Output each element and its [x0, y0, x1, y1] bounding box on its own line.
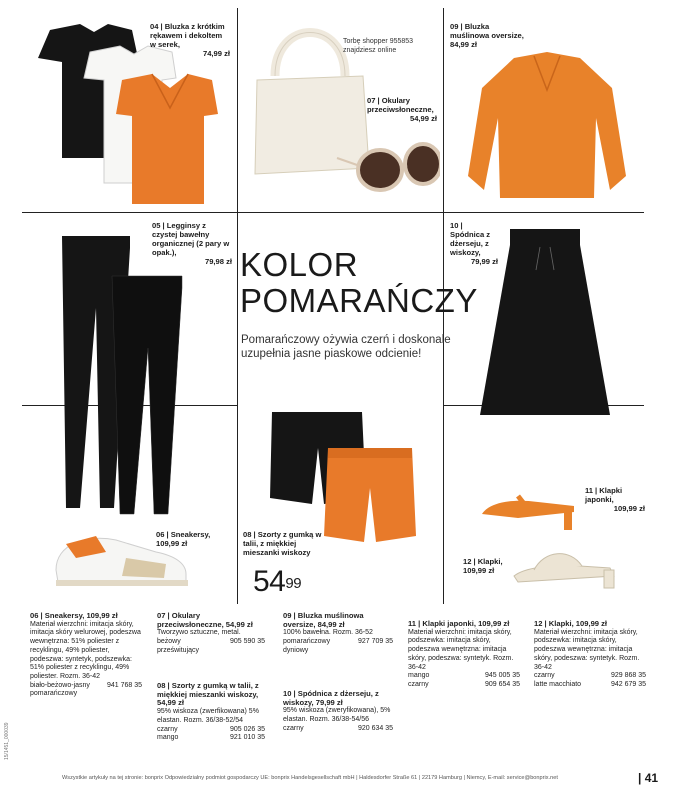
- label-leggings: 05 | Legginsy z czystej bawełny organicznej (2 pary w opak.), 79,98 zł: [152, 221, 232, 266]
- muslin-blouse-image: [462, 48, 632, 208]
- label-muslin-blouse: 09 | Bluzka muślinowa oversize, 84,99 zł: [450, 22, 524, 49]
- slides-image: [510, 540, 630, 590]
- flipflops-image: [478, 488, 583, 533]
- label-blouse-short: 04 | Bluzka z krótkim rękawem i dekoltem w serek, 74,99 zł: [150, 22, 230, 58]
- desc-row: czarny 909 654 35: [408, 680, 520, 688]
- leggings-image: [50, 228, 210, 518]
- desc-row: latte macchiato 942 679 35: [534, 680, 646, 688]
- desc-muslin-blouse: 09 | Bluzka muślinowa oversize, 84,99 zł 100% bawełna. Rozm. 36-52 pomarańczowy dyniowy 927 709 35: [283, 611, 393, 654]
- label-flipflops: 11 | Klapki japonki, 109,99 zł: [585, 486, 645, 513]
- desc-row: biało-beżowo-jasny pomarańczowy 941 768 35: [30, 681, 142, 698]
- desc-skirt: 10 | Spódnica z dżerseju, z wiskozy, 79,99 zł 95% wiskoza (zweryfikowana), 5% elastan. Rozm. 36/38-54/56 czarny 920 634 35: [283, 689, 393, 732]
- footer-text: Wszystkie artykuły na tej stronie: bonprix Odpowiedzialny podmiot gospodarczy UE: bonprix Handelsgesellschaft mbH | Haldesdorfer Straße 61 | 22179 Hamburg | Niemcy, E-mail: service@bonprix.net: [62, 775, 558, 781]
- label-shorts: 08 | Szorty z gumką w talii, z miękkiej mieszanki wiskozy: [243, 530, 322, 557]
- desc-row: mango 945 005 35: [408, 672, 520, 680]
- label-skirt: 10 | Spódnica z dżerseju, z wiskozy, 79,99 zł: [450, 221, 498, 266]
- desc-row: pomarańczowy dyniowy 927 709 35: [283, 638, 393, 654]
- desc-row: czarny 905 026 35: [157, 725, 265, 733]
- side-code: 15/1451_000039: [4, 722, 10, 760]
- divider-v-left: [237, 8, 238, 604]
- hero-text: Pomarańczowy ożywia czerń i doskonale uzupełnia jasne piaskowe odcienie!: [241, 334, 451, 360]
- hero-title: KOLOR POMARAŃCZY: [240, 246, 478, 319]
- bag-note: Torbę shopper 955853 znajdziesz online: [343, 38, 414, 54]
- label-glasses: 07 | Okulary przeciwsłoneczne, 54,99 zł: [367, 96, 437, 123]
- big-price: $54^{99}$: [253, 565, 302, 598]
- desc-row: beżowy prześwitujący 905 590 35: [157, 638, 265, 654]
- desc-row: czarny 929 868 35: [534, 672, 646, 680]
- divider-h-top: [22, 212, 644, 213]
- desc-row: czarny 920 634 35: [283, 724, 393, 732]
- desc-slides: 12 | Klapki, 109,99 zł Materiał wierzchni: imitacja skóry, podszewka: imitacja skóry, podeszwa wewnętrzna: imitacja skóry, podeszwa: syntetyk. Rozm. 36-42 czarny 929 868 35 latte macchiato 942 679 35: [534, 619, 646, 688]
- page-number: | 41: [638, 771, 659, 785]
- desc-shorts: 08 | Szorty z gumką w talii, z miękkiej mieszanki wiskozy, 54,99 zł 95% wiskoza (zwerfikowana) 5% elastan. Rozm. 36/38-52/54 czarny 905 026 35 mango 921 010 35: [157, 681, 265, 742]
- desc-glasses: 07 | Okulary przeciwsłoneczne, 54,99 zł Tworzywo sztuczne, metal. beżowy prześwitujący 905 590 35: [157, 611, 265, 654]
- desc-row: mango 921 010 35: [157, 734, 265, 742]
- label-slides: 12 | Klapki, 109,99 zł: [463, 557, 503, 575]
- label-sneakers: 06 | Sneakersy, 109,99 zł: [156, 530, 211, 548]
- desc-flipflops: 11 | Klapki japonki, 109,99 zł Materiał wierzchni: imitacja skóry, podszewka: imitacja skóry, podeszwa wewnętrzna: imitacja skóry, podeszwa: syntetyk. Rozm. 36-42 mango 945 005 35 czarny 909 654 35: [408, 619, 520, 688]
- desc-sneakers: 06 | Sneakersy, 109,99 zł Materiał wierzchni: imitacja skóry, imitacja skóry welurowej, podeszwa wewnętrzna: 51% poliester z recyklingu, 49% poliester, podeszwa: syntetyk, podszewka: 51% poliester z recyklingu, 49% poliester. Rozm. 36-42 biało-beżowo-jasny pomarańczowy 941 768 35: [30, 611, 142, 698]
